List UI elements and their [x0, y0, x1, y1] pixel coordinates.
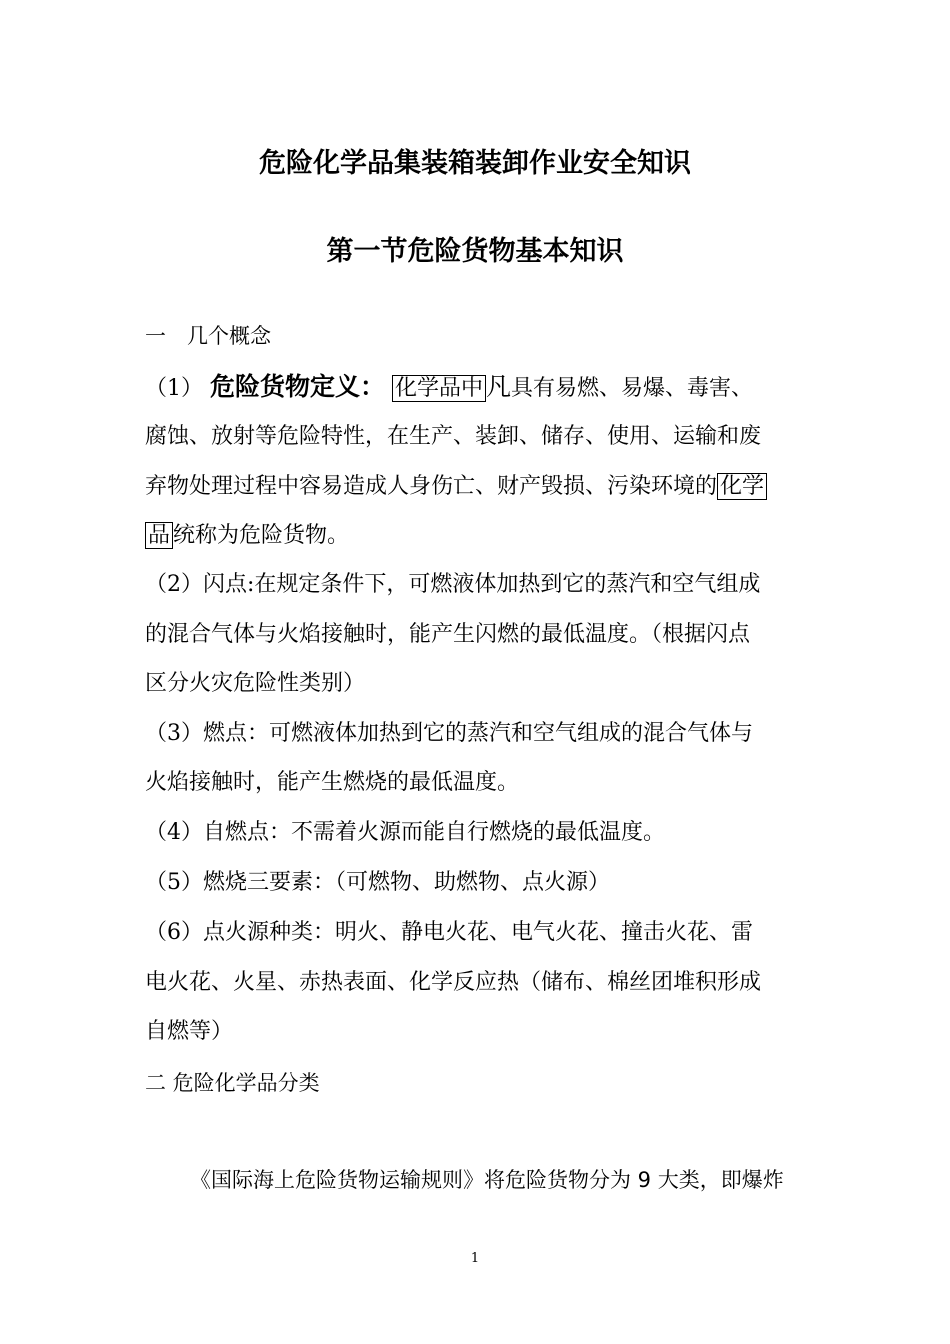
paragraph-line: 自燃等） — [145, 1019, 234, 1044]
heading-classification: 二 危险化学品分类 — [145, 1071, 320, 1095]
page-number: 1 — [470, 1251, 480, 1266]
paragraph-line: 电火花、火星、赤热表面、化学反应热（储布、棉丝团堆积形成 — [145, 970, 762, 995]
paragraph-line: 区分火灾危险性类别） — [145, 671, 366, 696]
paragraph-line — [145, 372, 815, 404]
inline-text: 装卸 — [475, 424, 520, 449]
boxed-text: 化学 — [717, 473, 767, 500]
paragraph-line: （3）燃点：可燃液体加热到它的蒸汽和空气组成的混合气体与 — [145, 721, 753, 746]
paragraph-line: （4）自燃点：不需着火源而能自行燃烧的最低温度。 — [145, 820, 665, 845]
paragraph-line — [145, 422, 815, 452]
paragraph-line: 《国际海上危险货物运输规则》将危险货物分为 9 大类，即爆炸 — [190, 1168, 784, 1192]
inline-text: 具有易燃、易爆、毒害、 — [511, 376, 754, 401]
inline-text: 凡 — [486, 372, 512, 401]
item-prefix: （1） — [145, 376, 203, 401]
inline-text: 统称为危险货物 — [173, 523, 328, 548]
paragraph-line: 的混合气体与火焰接触时，能产生闪燃的最低温度。（根据闪点 — [145, 622, 751, 647]
term-dangerous-goods-definition: 危险货物定义： — [210, 372, 386, 401]
inline-text: 、储存、使用、运输和废 — [519, 424, 762, 449]
paragraph-line — [145, 521, 815, 551]
document-title: 危险化学品集装箱装卸作业安全知识 — [259, 148, 691, 179]
boxed-text: 品 — [145, 522, 173, 549]
paragraph-line: （5）燃烧三要素：（可燃物、助燃物、点火源） — [145, 870, 610, 895]
paragraph-line — [145, 472, 815, 502]
heading-concepts: 一 几个概念 — [145, 324, 271, 348]
boxed-text: 化学品中 — [392, 375, 486, 402]
inline-text: 弃物处理过程中容易造成人身伤亡、财产毁损、污染环境的 — [145, 474, 718, 499]
paragraph-line: （2）闪点:在规定条件下，可燃液体加热到它的蒸汽和空气组成 — [145, 572, 761, 597]
inline-text: 腐蚀、放射等危险特性，在生产、 — [145, 424, 476, 449]
paragraph-line: （6）点火源种类：明火、静电火花、电气火花、撞击火花、雷 — [145, 920, 753, 945]
section-title: 第一节危险货物基本知识 — [326, 236, 624, 267]
paragraph-line: 火焰接触时，能产生燃烧的最低温度。 — [145, 770, 520, 795]
inline-text: 。 — [327, 523, 350, 548]
